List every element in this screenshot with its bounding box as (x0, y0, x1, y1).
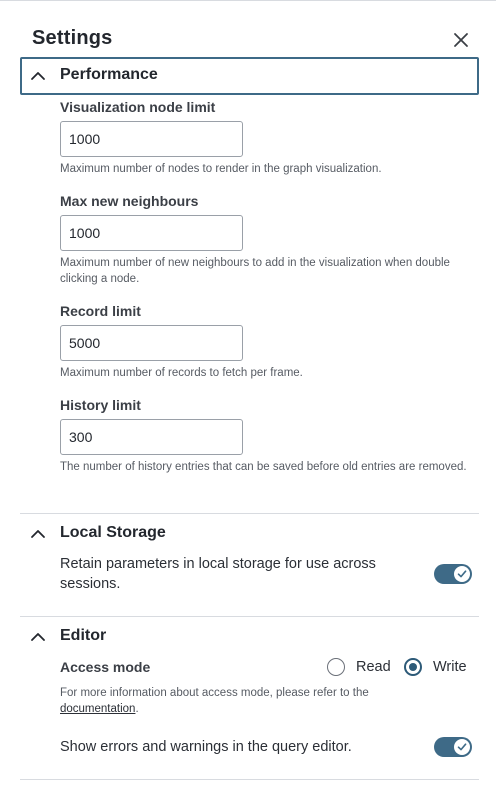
section-performance-title: Performance (60, 66, 158, 83)
max-neighbours-input[interactable] (60, 215, 243, 251)
section-editor-header[interactable] (20, 618, 479, 656)
access-mode-read-radio[interactable] (327, 658, 345, 676)
node-limit-label: Visualization node limit (60, 99, 216, 115)
access-mode-info (60, 685, 470, 717)
access-mode-write-label[interactable]: Write (433, 659, 467, 675)
section-local-storage-header[interactable] (20, 515, 479, 553)
history-limit-input[interactable] (60, 419, 243, 455)
max-neighbours-help: Maximum number of new neighbours to add in the visualization when double clicking a node. (60, 257, 450, 285)
top-border (0, 0, 496, 1)
retain-parameters-label: Retain parameters in local storage for use across sessions. (60, 556, 376, 592)
chevron-up-icon (30, 68, 46, 84)
retain-parameters-toggle[interactable] (434, 564, 472, 584)
access-mode-write-radio[interactable] (404, 658, 422, 676)
record-limit-input[interactable] (60, 325, 243, 361)
max-neighbours-label: Max new neighbours (60, 193, 199, 209)
access-mode-read-label[interactable]: Read (356, 659, 391, 675)
access-mode-info-suffix: . (135, 703, 139, 715)
show-errors-toggle[interactable] (434, 737, 472, 757)
show-errors-label: Show errors and warnings in the query editor. (60, 739, 352, 755)
documentation-link[interactable]: documentation (60, 703, 136, 715)
close-icon[interactable] (450, 29, 472, 51)
check-icon (454, 566, 470, 582)
section-editor-title: Editor (60, 627, 107, 644)
access-mode-info-text: For more information about access mode, please refer to the (60, 687, 369, 699)
history-limit-label: History limit (60, 397, 141, 413)
page-title: Settings (32, 27, 113, 49)
check-icon (454, 739, 470, 755)
section-local-storage-title: Local Storage (60, 524, 166, 541)
node-limit-help: Maximum number of nodes to render in the graph visualization. (60, 163, 382, 175)
record-limit-help: Maximum number of records to fetch per frame. (60, 367, 303, 379)
node-limit-input[interactable] (60, 121, 243, 157)
history-limit-help: The number of history entries that can be saved before old entries are removed. (60, 461, 467, 473)
access-mode-label: Access mode (60, 659, 151, 675)
settings-header (32, 24, 476, 56)
chevron-up-icon (30, 629, 46, 645)
divider (20, 513, 479, 514)
divider (20, 616, 479, 617)
record-limit-label: Record limit (60, 303, 141, 319)
section-performance-header[interactable] (20, 57, 479, 95)
divider (20, 779, 479, 780)
chevron-up-icon (30, 526, 46, 542)
